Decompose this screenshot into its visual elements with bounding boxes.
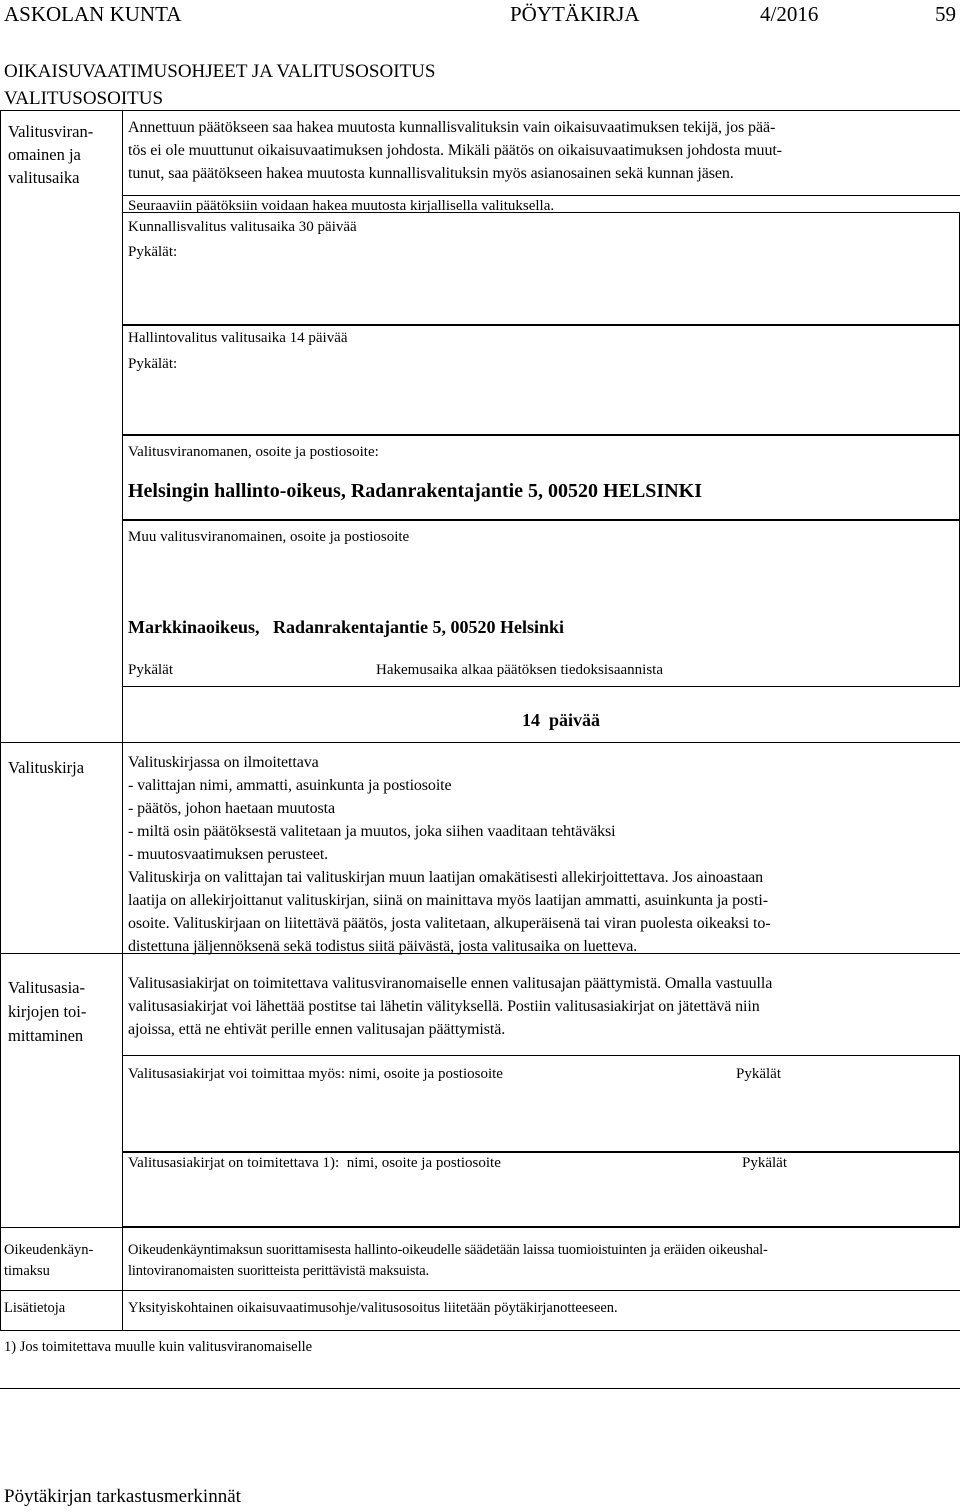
table-top-border <box>0 110 960 111</box>
side-label-court-fee: Oikeudenkäyn- timaksu <box>4 1242 94 1279</box>
other-authority-value: Markkinaoikeus, Radanrakentajantie 5, 00520 Helsinki <box>128 617 565 637</box>
pykalat-label: Pykälät: <box>128 244 178 260</box>
court-fee-text: Oikeudenkäyntimaksun suorittamisesta hallinto-oikeudelle säädetään laissa tuomioistuinten ja eräiden oikeushal- lintoviranomaisten suoritteista perittävistä maksuista. <box>128 1242 768 1279</box>
header-number: 4/2016 <box>760 2 819 26</box>
written-appeal-text: Seuraaviin päätöksiin voidaan hakea muutosta kirjallisella valituksella. <box>128 198 555 214</box>
delivery-to-label: Valitusasiakirjat on toimitettava 1): nimi, osoite ja postiosoite <box>128 1155 501 1171</box>
authority-value: Helsingin hallinto-oikeus, Radanrakentajantie 5, 00520 HELSINKI <box>128 480 702 502</box>
row-divider <box>0 742 960 743</box>
delivery-also-pykalat: Pykälät <box>736 1066 781 1082</box>
other-authority-label: Muu valitusviranomainen, osoite ja postiosoite <box>128 529 410 545</box>
side-label-appeal-authority: Valitusviran- omainen ja valitusaika <box>8 122 94 187</box>
days-value: 14 päivää <box>522 710 601 730</box>
header-page: 59 <box>935 2 956 26</box>
side-label-delivery: Valitusasia- kirjojen toi- mittaminen <box>8 978 87 1045</box>
page-subtitle: VALITUSOSOITUS <box>4 88 164 109</box>
letter-of-appeal-text: Valituskirjassa on ilmoitettava - valittajan nimi, ammatti, asuinkunta ja postiosoite - päätös, johon haetaan muutosta - miltä osin päätöksestä valitetaan ja muutos, joka siihen vaaditaan tehtäväksi - muutosvaatimuksen perusteet. Valituskirja on valittajan tai valituskirjan muun laatijan omakätisesti allekirjoittettava. Jos ainoastaan laatija on allekirjoittanut valituskirjan, siinä on mainittava myös laatijan ammatti, asuinkunta ja posti- osoite. Valituskirjaan on liitettävä päätös, josta valitetaan, alkuperäisenä tai viran puolesta oikeaksi to- distettuna jäljennöksenä sekä todistus siitä päivästä, josta valitusaika on luetteva. <box>128 754 771 955</box>
extra-info-text: Yksityiskohtainen oikaisuvaatimusohje/valitusosoitus liitetään pöytäkirjanotteeseen. <box>128 1300 618 1316</box>
authority-label: Valitusviranomanen, osoite ja postiosoite: <box>128 444 379 460</box>
row-divider <box>122 195 960 196</box>
footer-divider <box>0 1388 960 1389</box>
footer-text: Pöytäkirjan tarkastusmerkinnät <box>4 1486 241 1507</box>
table-bottom-border <box>0 1330 960 1331</box>
footnote: 1) Jos toimitettava muulle kuin valitusviranomaiselle <box>4 1339 313 1355</box>
page-title: OIKAISUVAATIMUSOHJEET JA VALITUSOSOITUS <box>4 61 436 82</box>
delivery-also-label: Valitusasiakirjat voi toimittaa myös: nimi, osoite ja postiosoite <box>128 1066 503 1082</box>
side-label-letter: Valituskirja <box>8 758 85 777</box>
header-doc-type: PÖYTÄKIRJA <box>510 2 640 26</box>
pykalat-label: Pykälät <box>128 662 173 678</box>
row-divider <box>0 1227 960 1228</box>
header-municipality: ASKOLAN KUNTA <box>4 2 182 26</box>
left-border <box>0 110 1 1330</box>
application-period: Hakemusaika alkaa päätöksen tiedoksisaannista <box>376 662 663 678</box>
delivery-to-pykalat: Pykälät <box>742 1155 787 1171</box>
municipal-appeal-label: Kunnallisvalitus valitusaika 30 päivää <box>128 219 357 235</box>
row-divider <box>0 1290 960 1291</box>
side-label-extra-info: Lisätietoja <box>4 1300 66 1316</box>
admin-appeal-label: Hallintovalitus valitusaika 14 päivää <box>128 330 348 346</box>
delivery-text: Valitusasiakirjat on toimitettava valitusviranomaiselle ennen valitusajan päättymistä. Omalla vastuulla valitusasiakirjat voi lähettää postitse tai lähetin välityksellä. Postiin valitusasiakirjat on jätettävä niin ajoissa, että ne ehtivät perille ennen valitusajan päättymistä. <box>128 975 773 1038</box>
appeal-intro: Annettuun päätökseen saa hakea muutosta kunnallisvalituksin vain oikaisuvaatimuksen tekijä, jos pää- tös ei ole muuttunut oikaisuvaatimuksen johdosta. Mikäli päätös on oikaisuvaatimuksen johdosta muut- tunut, saa päätökseen hakea muutosta kunnallisvalituksin myös asianosainen sekä kunnan jäsen. <box>128 119 782 182</box>
pykalat-label: Pykälät: <box>128 356 178 372</box>
